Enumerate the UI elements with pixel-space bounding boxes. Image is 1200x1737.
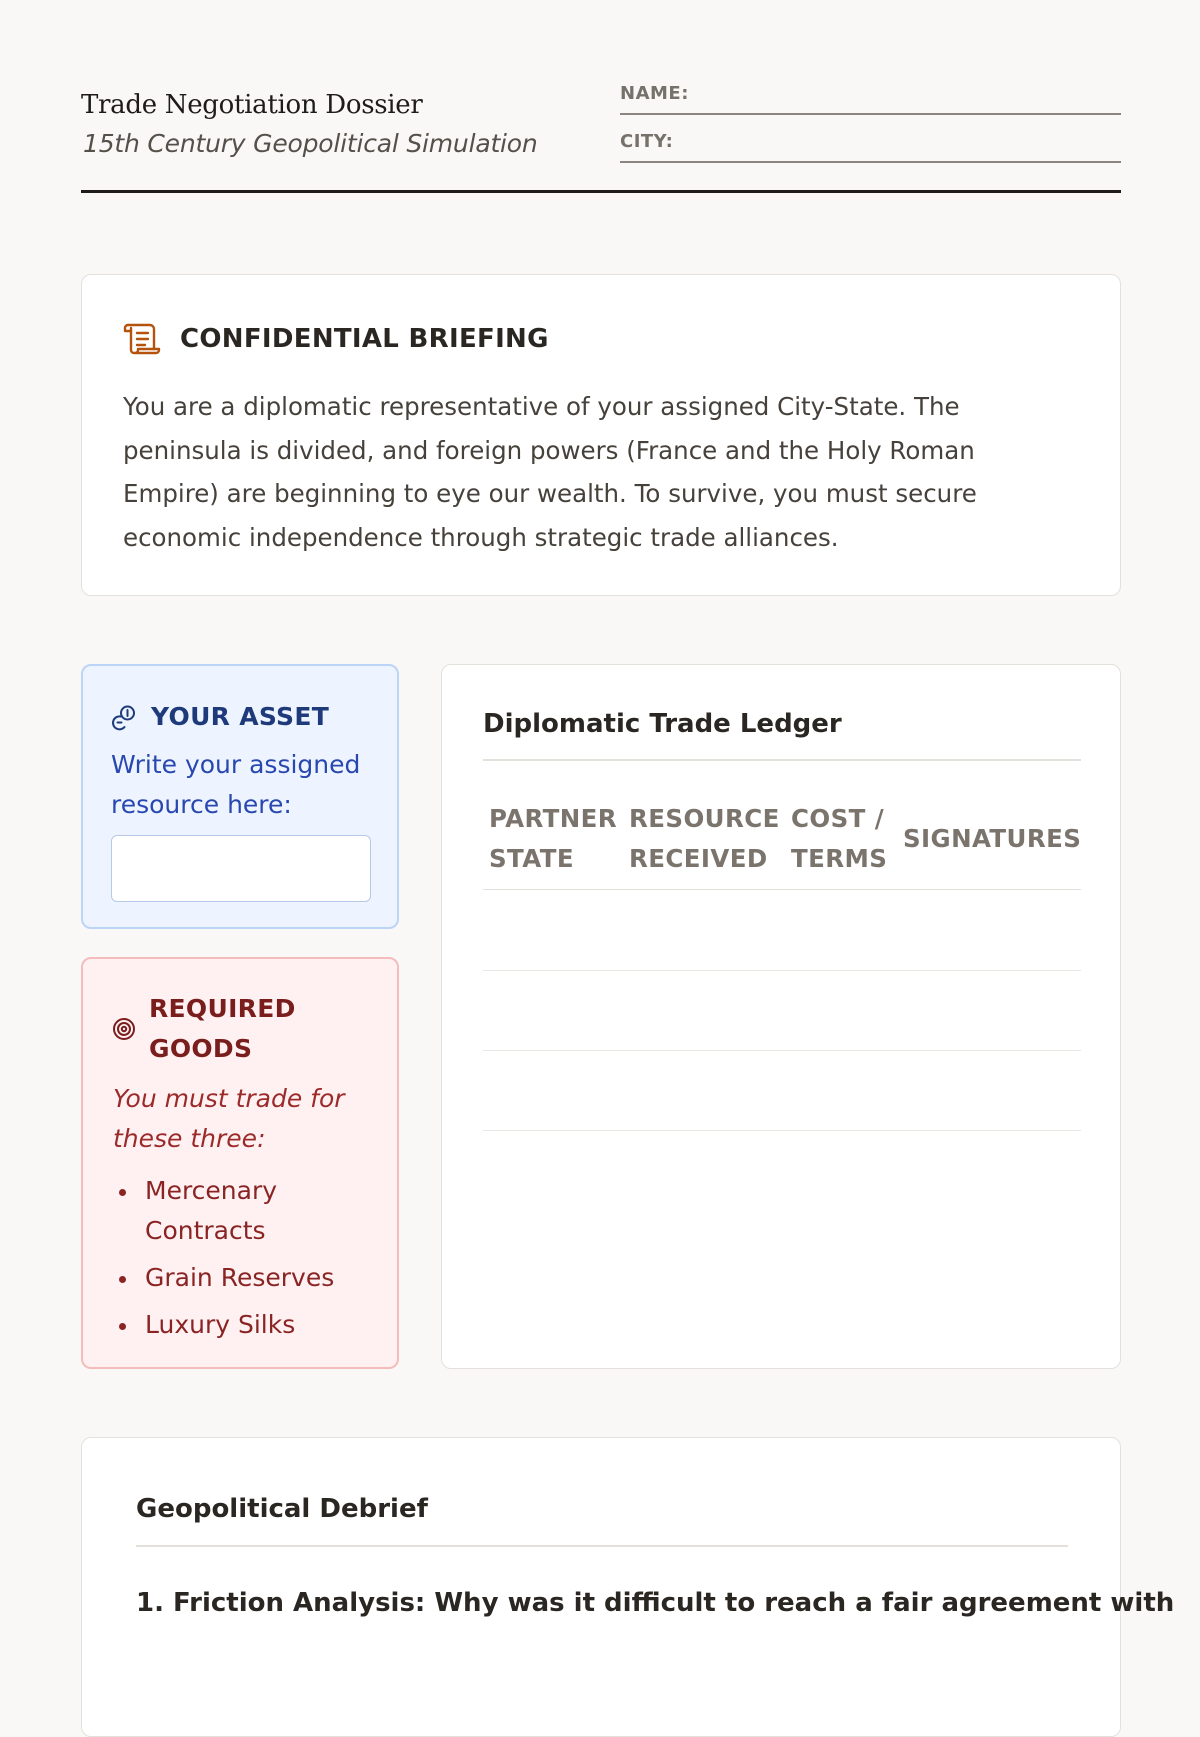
required-subtext: You must trade for these three: [113, 1084, 345, 1153]
name-label: NAME: [620, 83, 689, 104]
asset-prompt: Write your assigned resource here: [111, 750, 361, 819]
city-field[interactable] [620, 131, 1121, 163]
confidential-briefing-card [81, 274, 1121, 596]
ledger-table-header [483, 795, 1081, 890]
scroll-icon [122, 319, 162, 359]
asset-input[interactable] [111, 835, 371, 902]
column-header-resource-received: RESOURCE RECEIVED [629, 804, 780, 873]
ledger-row[interactable] [483, 891, 1081, 971]
asset-heading-row [111, 702, 329, 731]
page-subtitle: 15th Century Geopolitical Simulation [83, 129, 538, 158]
your-asset-card [81, 664, 399, 929]
required-goods-list [113, 1171, 383, 1352]
ledger-title: Diplomatic Trade Ledger [483, 709, 842, 739]
city-label: CITY: [620, 131, 674, 152]
required-heading: REQUIRED GOODS [149, 994, 296, 1063]
column-header-cost-terms: COST / TERMS [791, 804, 888, 873]
trade-ledger-card [441, 664, 1121, 1369]
required-good-item: Luxury Silks [113, 1305, 383, 1345]
ledger-row[interactable] [483, 971, 1081, 1051]
page-title: Trade Negotiation Dossier [81, 90, 423, 120]
required-heading-row [111, 989, 349, 1069]
debrief-question: 1. Friction Analysis: Why was it difficult to reach a fair agreement with [136, 1588, 1175, 1618]
geopolitical-debrief-card [81, 1437, 1175, 1737]
required-good-item: Grain Reserves [113, 1258, 383, 1298]
ledger-row[interactable] [483, 1051, 1081, 1131]
dossier-header [81, 0, 1121, 193]
required-good-item: Mercenary Contracts [113, 1171, 383, 1251]
column-header-partner-state: PARTNER STATE [489, 804, 618, 873]
coins-icon [111, 704, 137, 730]
briefing-heading-row [122, 319, 549, 359]
target-icon [111, 1016, 137, 1042]
required-goods-card [81, 957, 399, 1369]
ledger-divider [483, 759, 1081, 761]
column-header-signatures: SIGNATURES [903, 824, 1082, 853]
asset-heading: YOUR ASSET [151, 702, 330, 731]
name-field[interactable] [620, 83, 1121, 115]
debrief-title: Geopolitical Debrief [136, 1494, 428, 1524]
briefing-text: You are a diplomatic representative of your assigned City-State. The peninsula is divided, and foreign powers (France and the Holy Roman Empire) are beginning to eye our wealth. To survive, you must secure economic independence through strategic trade alliances. [123, 392, 977, 552]
briefing-heading: CONFIDENTIAL BRIEFING [180, 324, 549, 354]
debrief-divider [136, 1545, 1068, 1547]
